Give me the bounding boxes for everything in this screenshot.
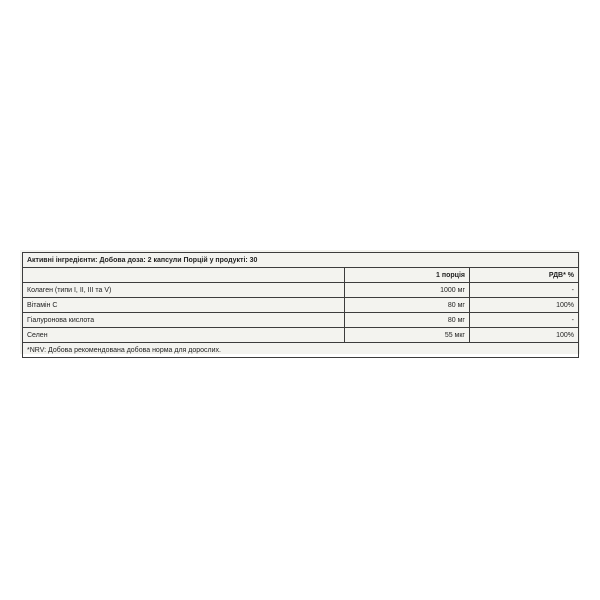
- ingredient-rdv: 100%: [470, 328, 579, 343]
- ingredient-name: Гіалуронова кислота: [23, 313, 345, 328]
- ingredient-amount: 80 мг: [345, 313, 470, 328]
- header-rdv: РДВ* %: [470, 268, 579, 283]
- footnote: *NRV: Добова рекомендована добова норма для дорослих.: [23, 343, 579, 358]
- table-header-row: [23, 268, 579, 283]
- footnote-row: [23, 343, 579, 358]
- table-row: [23, 283, 579, 298]
- table-row: [23, 313, 579, 328]
- header-ingredient: [23, 268, 345, 283]
- ingredient-rdv: -: [470, 283, 579, 298]
- ingredient-amount: 55 мкг: [345, 328, 470, 343]
- ingredients-table: [22, 252, 579, 358]
- ingredient-name: Селен: [23, 328, 345, 343]
- ingredient-rdv: 100%: [470, 298, 579, 313]
- ingredient-amount: 1000 мг: [345, 283, 470, 298]
- ingredient-rdv: -: [470, 313, 579, 328]
- nutrition-facts-card: [20, 250, 580, 354]
- ingredient-name: Вітамін С: [23, 298, 345, 313]
- ingredient-name: Колаген (типи I, II, III та V): [23, 283, 345, 298]
- header-serving: 1 порція: [345, 268, 470, 283]
- table-title: Активні інгредієнти: Добова доза: 2 капсули Порцій у продукті: 30: [23, 253, 579, 268]
- ingredient-amount: 80 мг: [345, 298, 470, 313]
- table-row: [23, 298, 579, 313]
- table-row: [23, 328, 579, 343]
- table-title-row: [23, 253, 579, 268]
